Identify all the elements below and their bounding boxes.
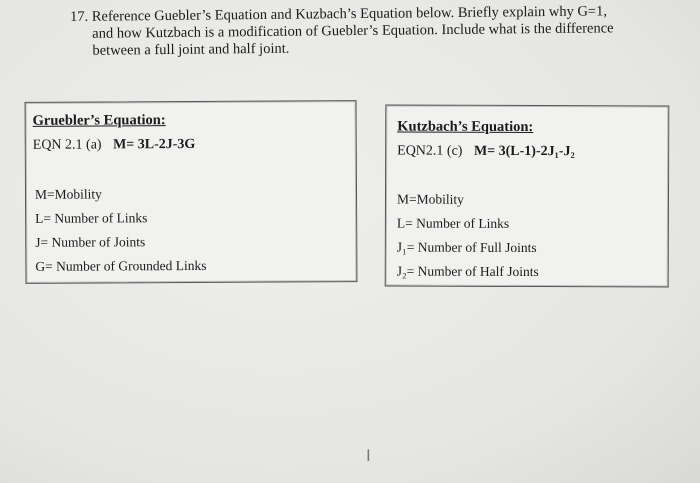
gruebler-def-grounded: G= Number of Grounded Links [35, 257, 207, 274]
kutzbach-definitions [397, 188, 539, 284]
kutzbach-formula: M= 3(L-1)-2J₁-J₂ [473, 143, 575, 160]
text-cursor-icon: I [366, 446, 371, 465]
gruebler-def-mobility: M=Mobility [34, 186, 102, 202]
question-text [70, 3, 671, 60]
gruebler-equation [33, 137, 196, 154]
kutzbach-eqn-label: EQN2.1 (c) [397, 143, 463, 159]
gruebler-title: Gruebler’s Equation: [32, 112, 166, 129]
gruebler-formula: M= 3L-2J-3G [113, 136, 196, 153]
kutzbach-def-full-joints: J₁= Number of Full Joints [396, 239, 537, 256]
question-line-2: and how Kutzbach is a modification of Guebler’s Equation. Include what is the difference [92, 20, 614, 42]
gruebler-equation-box [25, 100, 358, 284]
kutzbach-title: Kutzbach’s Equation: [397, 118, 534, 136]
kutzbach-def-half-joints: J₂= Number of Half Joints [396, 263, 539, 280]
gruebler-def-links: L= Number of Links [35, 210, 148, 226]
gruebler-definitions [35, 182, 207, 279]
kutzbach-equation-box [385, 105, 670, 288]
question-line-1: 17. Reference Guebler’s Equation and Kuzbach’s Equation below. Briefly explain why G=1, [70, 3, 608, 25]
question-line-3: between a full joint and half joint. [92, 40, 290, 59]
kutzbach-def-mobility: M=Mobility [396, 191, 464, 207]
kutzbach-def-links: L= Number of Links [396, 215, 510, 231]
gruebler-def-joints: J= Number of Joints [35, 234, 146, 250]
kutzbach-equation [397, 144, 575, 161]
gruebler-eqn-label: EQN 2.1 (a) [32, 137, 102, 153]
